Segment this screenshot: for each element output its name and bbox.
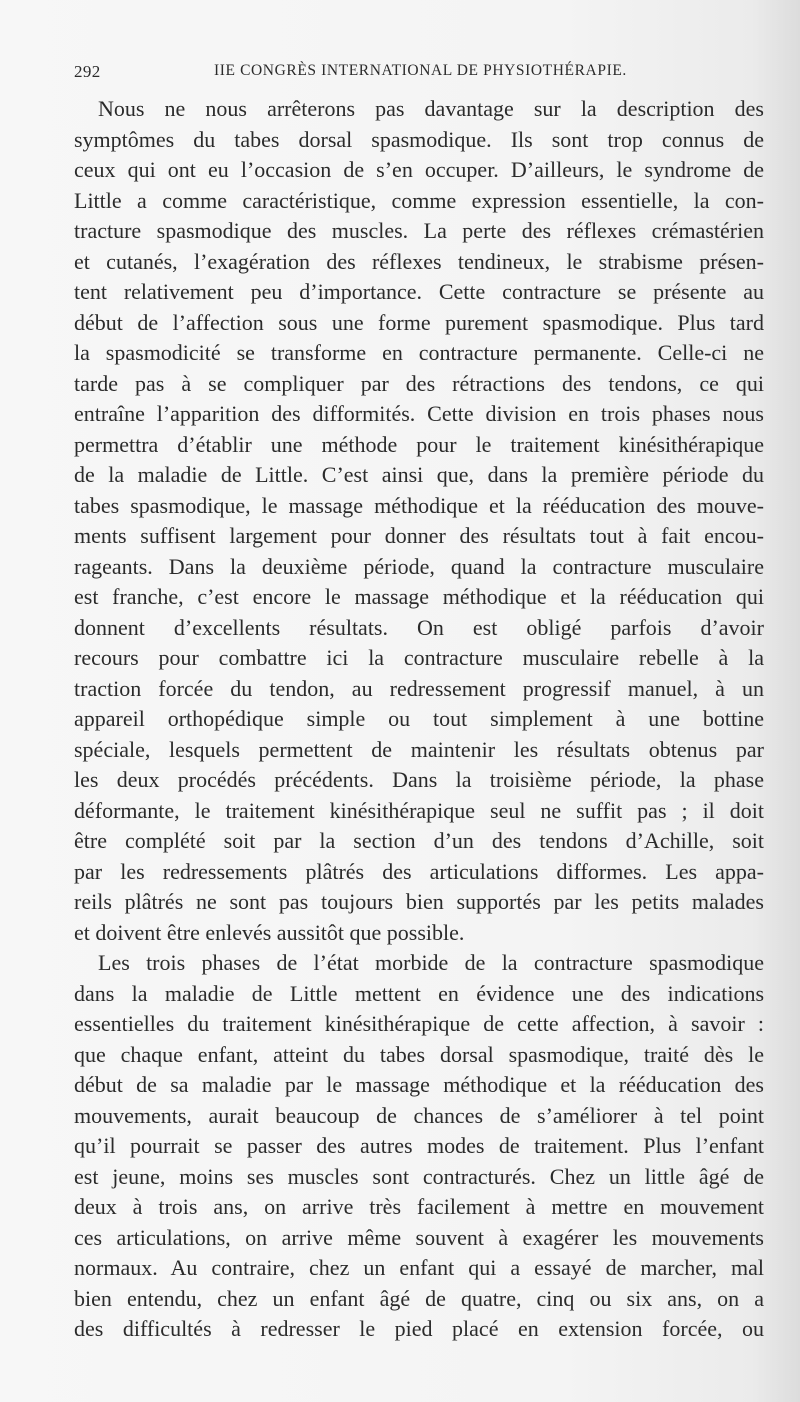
text-line: traction forcée du tendon, au redressement progressif manuel, à un xyxy=(74,675,764,701)
text-line: deux à trois ans, on arrive très facilement à mettre en mouvement xyxy=(74,1194,764,1219)
text-line: par les redressements plâtrés des articulations difformes. Les appa- xyxy=(74,858,764,884)
paragraph-1 xyxy=(74,94,764,948)
text-line: Les trois phases de l’état morbide de la contracture spasmodique xyxy=(98,950,764,975)
text-line: dans la maladie de Little mettent en évidence une des indications xyxy=(74,980,764,1006)
text-line: mouvements, aurait beaucoup de chances de s’améliorer à tel point xyxy=(74,1102,764,1128)
text-line: tabes spasmodique, le massage méthodique et la rééducation des mouve- xyxy=(74,492,764,518)
text-line: est jeune, moins ses muscles sont contracturés. Chez un little âgé de xyxy=(74,1163,764,1189)
text-line: Nous ne nous arrêterons pas davantage sur la description des xyxy=(98,96,764,121)
text-line: entraîne l’apparition des difformités. Cette division en trois phases nous xyxy=(74,401,764,426)
text-line: reils plâtrés ne sont pas toujours bien supportés par les petits malades xyxy=(74,889,764,914)
text-line: ceux qui ont eu l’occasion de s’en occuper. D’ailleurs, le syndrome de xyxy=(74,157,764,182)
text-line: qu’il pourrait se passer des autres modes de traitement. Plus l’enfant xyxy=(74,1133,764,1158)
text-line: des difficultés à redresser le pied placé en extension forcée, ou xyxy=(74,1316,764,1341)
text-line: permettra d’établir une méthode pour le traitement kinésithérapique xyxy=(74,431,764,457)
text-line: est franche, c’est encore le massage méthodique et la rééducation qui xyxy=(74,584,764,609)
text-line: recours pour combattre ici la contracture musculaire rebelle à la xyxy=(74,645,764,670)
page-number: 292 xyxy=(74,62,101,81)
text-line: la spasmodicité se transforme en contracture permanente. Celle-ci ne xyxy=(74,340,764,365)
text-line: appareil orthopédique simple ou tout simplement à une bottine xyxy=(74,706,764,731)
text-line: symptômes du tabes dorsal spasmodique. Ils sont trop connus de xyxy=(74,126,764,152)
text-line: de la maladie de Little. C’est ainsi que, dans la première période du xyxy=(74,462,764,487)
text-line: et cutanés, l’exagération des réflexes tendineux, le strabisme présen- xyxy=(74,248,764,274)
paragraph-2 xyxy=(74,948,764,1345)
text-line: début de l’affection sous une forme purement spasmodique. Plus tard xyxy=(74,309,764,335)
text-line: donnent d’excellents résultats. On est obligé parfois d’avoir xyxy=(74,614,764,640)
running-title: IIE CONGRÈS INTERNATIONAL DE PHYSIOTHÉRAPIE. xyxy=(214,62,627,79)
text-line: et doivent être enlevés aussitôt que possible. xyxy=(74,919,465,945)
page-body xyxy=(74,94,764,1345)
text-line: rageants. Dans la deuxième période, quand la contracture musculaire xyxy=(74,553,764,579)
text-line: les deux procédés précédents. Dans la troisième période, la phase xyxy=(74,767,764,792)
page-header xyxy=(74,62,768,90)
text-line: début de sa maladie par le massage méthodique et la rééducation des xyxy=(74,1072,764,1097)
text-line: que chaque enfant, atteint du tabes dorsal spasmodique, traité dès le xyxy=(74,1041,764,1067)
text-line: Little a comme caractéristique, comme expression essentielle, la con- xyxy=(74,187,764,213)
text-line: ces articulations, on arrive même souvent à exagérer les mouvements xyxy=(74,1224,764,1250)
text-line: être complété soit par la section d’un des tendons d’Achille, soit xyxy=(74,828,764,853)
text-line: tarde pas à se compliquer par des rétractions des tendons, ce qui xyxy=(74,370,764,396)
text-line: ments suffisent largement pour donner des résultats tout à fait encou- xyxy=(74,523,764,548)
text-line: normaux. Au contraire, chez un enfant qui a essayé de marcher, mal xyxy=(74,1255,764,1280)
text-line: spéciale, lesquels permettent de maintenir les résultats obtenus par xyxy=(74,736,764,762)
text-line: tracture spasmodique des muscles. La perte des réflexes crémastérien xyxy=(74,218,764,243)
text-line: bien entendu, chez un enfant âgé de quatre, cinq ou six ans, on a xyxy=(74,1285,764,1311)
text-line: essentielles du traitement kinésithérapique de cette affection, à savoir : xyxy=(74,1011,764,1036)
text-line: déformante, le traitement kinésithérapique seul ne suffit pas ; il doit xyxy=(74,797,764,823)
text-line: tent relativement peu d’importance. Cette contracture se présente au xyxy=(74,279,764,304)
